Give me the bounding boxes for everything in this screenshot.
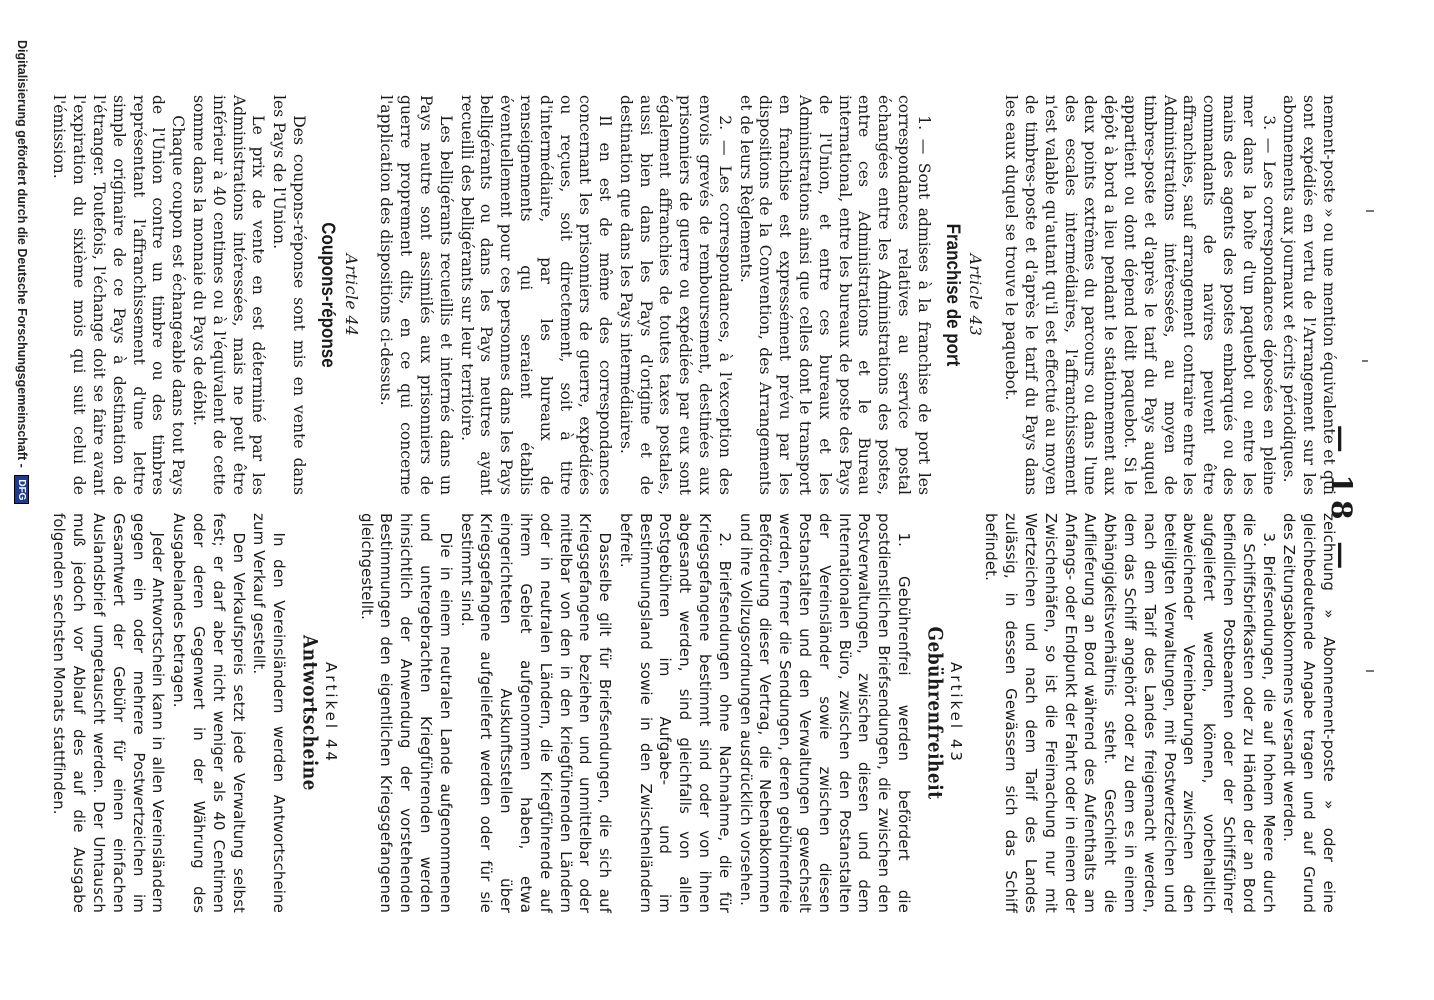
german-column bbox=[50, 513, 1338, 913]
paragraph: Die in einem neutralen Lande aufgenommenen und untergebrachten Kriegführenden werden hinsichtlich der Anwendung der vorstehenden Bestimmungen den eigentlichen Kriegsgefangenen gleichgestellt. bbox=[357, 513, 455, 913]
article-43-heading: Gebührenfreiheit bbox=[922, 626, 946, 800]
article-44-heading: Coupons-réponse bbox=[317, 222, 340, 368]
article-44-heading: Antwortscheine bbox=[297, 635, 321, 791]
paragraph: Le prix de vente en est déterminé par les Administrations intéressées, mais ne peut être inférieur à 40 centimes ou à l'équivalent de cette somme dans la monnaie du Pays de débit. bbox=[189, 95, 268, 495]
paragraph: 1. Gebührenfrei werden befördert die postdienstlichen Briefsendungen, die zwischen den Postverwaltungen, zwischen diesen und dem Internationalen Büro, zwischen den Postanstalten der Vereinsländer sowie zwischen diesen Postanstalten und den Verwaltungen gewechselt werden, ferner die Sendungen, deren gebührenfreie Beförderung dieser Vertrag, die Nebenabkommen und ihre Vollzugsordnungen ausdrücklich vorsehen. bbox=[736, 513, 914, 913]
paragraph: 3. Briefsendungen, die auf hohem Meere durch die Schiffsbriefkasten oder zu Händen der an Bord befindlichen Postbeamten oder der Schiffsführer aufgeliefert werden, können, vorbehaltlich abweichender Vereinbarungen zwischen den beteiligten Verwaltungen, mit Postwertzeichen und nach dem Tarif des Landes freigemacht werden, dem das Schiff angehört oder zu dem es in einem Abhängigkeitsverhältnis steht. Geschieht die Auflieferung an Bord während des Aufenthalts am Anfangs- oder Endpunkt der Fahrt oder in einem der Zwischenhäfen, so ist die Freimachung nur mit Wertzeichen und nach dem Tarif des Landes zulässig, in dessen Gewässern sich das Schiff befindet. bbox=[982, 513, 1278, 913]
paragraph: 2. Briefsendungen ohne Nachnahme, die für Kriegsgefangene bestimmt sind oder von ihnen abgesandt werden, sind gleichfalls von allen Postgebühren im Aufgabe- und im Bestimmungsland sowie in den Zwischenländern befreit. bbox=[616, 513, 734, 913]
paragraph: Den Verkaufspreis setzt jede Verwaltung selbst fest; er darf aber nicht weniger als 40 Centimen oder deren Gegenwert in der Währung des Ausgabelandes betragen. bbox=[170, 513, 248, 913]
continuation-paragraph: nement-poste » ou une mention équivalente et qui sont expédiés en vertu de l'Arrangement sur les abonnements aux journaux et écrits périodiques. bbox=[1280, 95, 1338, 495]
dfg-logo-icon: DFG bbox=[14, 475, 29, 504]
paragraph: In den Vereinsländern werden Antwortscheine zum Verkauf gestellt. bbox=[250, 513, 289, 913]
article-43-heading: Franchise de port bbox=[942, 223, 965, 367]
paragraph: 3. — Les correspondances déposées en pleine mer dans la boîte d'un paquebot ou entre les mains des agents des postes embarqués ou des commandants de navires peuvent être affranchies, sauf arrangement contraire entre les Administrations intéressées, au moyen de timbres-poste et d'après le tarif du Pays auquel appartient ou dont dépend ledit paquebot. Si le dépôt à bord a lieu pendant le stationnement aux deux points extrêmes du parcours ou dans l'une des escales intermédiaires, l'affranchissement n'est valable qu'autant qu'il est effectué au moyen de timbres-poste et d'après le tarif du Pays dans les eaux duquel se trouve le paquebot. bbox=[1002, 95, 1278, 495]
paragraph: Jeder Antwortschein kann in allen Vereinsländern gegen ein oder mehrere Postwertzeichen im Gesamtwert der Gebühr für einen einfachen Auslandsbrief umgetauscht werden. Der Umtausch muß jedoch vor Ablauf des auf die Ausgabe folgenden sechsten Monats stattfinden. bbox=[50, 513, 168, 913]
credit-text: Digitalisierung gefördert durch die Deutsche Forschungsgemeinschaft - bbox=[15, 40, 29, 468]
french-column bbox=[50, 95, 1338, 495]
paragraph: 2. — Les correspondances, à l'exception des envois grevés de remboursement, destinées aux prisonniers de guerre ou expédiées par eux sont également affranchies de toutes taxes postales, aussi bien dans les Pays d'origine et de destination que dans les Pays intermédiaires. bbox=[616, 95, 734, 495]
paragraph: Les belligérants recueillis et internés dans un Pays neutre sont assimilés aux prisonniers de guerre proprement dits, en ce qui concerne l'application des dispositions ci-dessus. bbox=[377, 95, 455, 495]
article-43-title: Article 43 bbox=[966, 253, 985, 337]
scan-mark bbox=[1362, 360, 1368, 362]
paragraph: 1. — Sont admises à la franchise de port les correspondances relatives au service postal échangées entre les Administrations des postes, entre ces Administrations et le Bureau international, entre les bureaux de poste des Pays de l'Union, et entre ces bureaux et les Administrations ainsi que celles dont le transport en franchise est expressément prévu par les dispositions de la Convention, des Arrangements et de leurs Règlements. bbox=[736, 95, 933, 495]
page-number: — 18 — bbox=[1325, 424, 1358, 576]
article-44-title: Article 44 bbox=[341, 253, 360, 337]
paragraph: Dasselbe gilt für Briefsendungen, die sich auf Kriegsgefangene beziehen und unmittelbar oder mittelbar von den in den kriegführenden Ländern oder in neutralen Ländern, die Kriegführende auf ihrem Gebiet aufgenommen haben, etwa eingerichteten Auskunftsstellen über Kriegsgefangene aufgeliefert werden oder für sie bestimmt sind. bbox=[457, 513, 615, 913]
scan-mark bbox=[1366, 670, 1374, 672]
article-44-title: Artikel 44 bbox=[321, 662, 340, 764]
digitization-credit bbox=[14, 40, 29, 970]
paragraph: Chaque coupon est échangeable dans tout Pays de l'Union contre un timbre ou des timbres représentant l'affranchissement d'une lettre simple originaire de ce Pays à destination de l'étranger. Toutefois, l'échange doit se faire avant l'expiration du sixième mois qui suit celui de l'émission. bbox=[50, 95, 188, 495]
article-43-title: Artikel 43 bbox=[946, 662, 965, 764]
paragraph: Des coupons-réponse sont mis en vente dans les Pays de l'Union. bbox=[270, 95, 308, 495]
paragraph: Il en est de même des correspondances concernant les prisonniers de guerre, expédiées ou reçues, soit directement, soit à titre d'intermédiaire, par les bureaux de renseignements qui seraient établis éventuellement pour ces personnes dans les Pays belligérants ou dans les Pays neutres ayant recueilli des belligérants sur leur territoire. bbox=[457, 95, 615, 495]
scan-mark bbox=[1366, 210, 1374, 212]
continuation-paragraph: zeichnung » Abonnement-poste » oder eine gleichbedeutende Angabe tragen und auf Grund des Zeitungsabkommens versandt werden. bbox=[1280, 513, 1338, 913]
